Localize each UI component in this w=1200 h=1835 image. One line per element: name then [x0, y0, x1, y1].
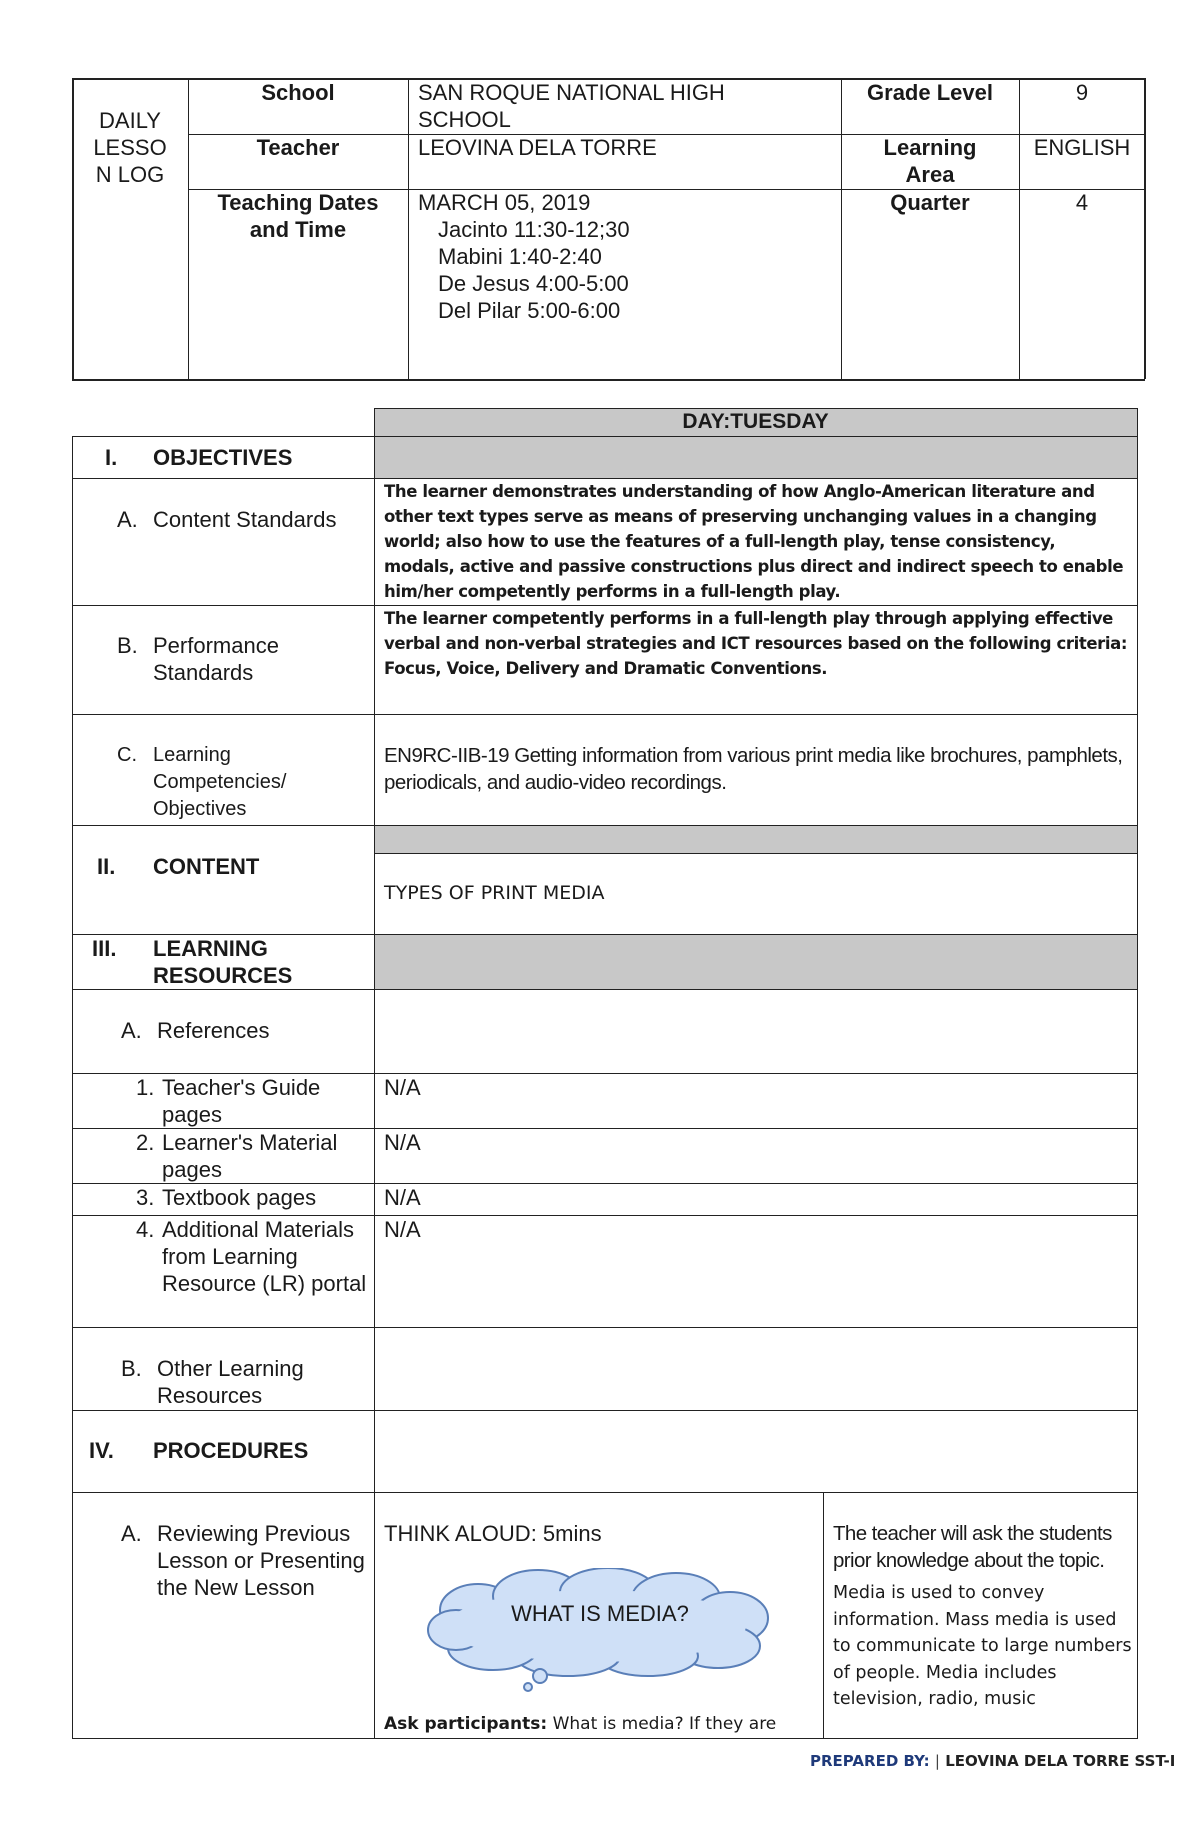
thought-cloud-icon: [418, 1568, 780, 1693]
media-note: Media is used to convey information. Mass media is used to communicate to large numbers of people. Media includes television, radio, music: [833, 1583, 1132, 1709]
prepared-value: LEOVINA DELA TORRE SST-I: [945, 1752, 1176, 1770]
item-letter: B.: [121, 1356, 142, 1381]
bubble-text: WHAT IS MEDIA?: [511, 1601, 689, 1626]
dates-label: Teaching Dates and Time: [217, 190, 379, 242]
item-letter: A.: [117, 507, 138, 532]
schedule-item: Mabini 1:40-2:40: [438, 244, 602, 269]
content-standards-text: The learner demonstrates understanding of how Anglo-American literature and other text types serve as means of preserving unchanging values in a changing world; also how to use the features of a full-length play, tense consistency, modals, active and passive constructions plus direct and indirect speech to enable him/her competently performs in a full-length play.: [384, 482, 1124, 601]
reviewing-label: Reviewing Previous Lesson or Presenting the New Lesson: [157, 1521, 365, 1600]
grade-value: 9: [1075, 80, 1089, 105]
schedule-item: Jacinto 11:30-12;30: [438, 217, 630, 242]
activity-title: THINK ALOUD: 5mins: [384, 1521, 602, 1546]
prepared-by: [810, 1752, 1190, 1770]
item-letter: A.: [121, 1018, 142, 1043]
ref-number: 1.: [136, 1075, 155, 1100]
dates-value: MARCH 05, 2019: [418, 190, 591, 215]
dll-title: DAILY LESSO N LOG: [93, 108, 167, 187]
ask-text: What is media? If they are: [547, 1714, 777, 1734]
ref-value: N/A: [384, 1130, 421, 1155]
references-label: References: [157, 1018, 270, 1043]
other-resources-label: Other Learning Resources: [157, 1356, 304, 1408]
objectives-fill: [374, 436, 1137, 478]
competencies-text: EN9RC-IIB-19 Getting information from various print media like brochures, pamphlets, periodicals, and audio-video recordings.: [384, 744, 1123, 794]
competencies-label: Learning Competencies/ Objectives: [153, 744, 287, 820]
objectives-heading: OBJECTIVES: [153, 445, 293, 470]
content-heading: CONTENT: [153, 854, 260, 879]
performance-standards-label: Performance Standards: [153, 633, 279, 685]
ref-value: N/A: [384, 1185, 421, 1210]
teacher-label: Teacher: [256, 135, 340, 160]
day-header: DAY:TUESDAY: [682, 410, 829, 433]
prepared-separator: |: [934, 1752, 940, 1770]
teacher-note: The teacher will ask the students prior knowledge about the topic.: [833, 1522, 1112, 1572]
teacher-value: LEOVINA DELA TORRE: [418, 135, 657, 160]
schedule-item: Del Pilar 5:00-6:00: [438, 298, 621, 323]
content-text: TYPES OF PRINT MEDIA: [384, 882, 605, 904]
ref-value: N/A: [384, 1075, 421, 1100]
item-letter: C.: [117, 744, 137, 766]
resources-heading: LEARNING RESOURCES: [153, 936, 293, 988]
content-standards-label: Content Standards: [153, 507, 337, 532]
ref-value: N/A: [384, 1217, 421, 1242]
content-fill: [374, 825, 1137, 853]
ref-number: 2.: [136, 1130, 155, 1155]
ref-number: 4.: [136, 1217, 155, 1242]
procedures-heading: PROCEDURES: [153, 1438, 309, 1463]
school-label: School: [261, 80, 335, 105]
ref-label: Teacher's Guide pages: [162, 1075, 321, 1127]
area-value: ENGLISH: [1033, 135, 1131, 160]
item-letter: B.: [117, 633, 138, 658]
ref-label: Learner's Material pages: [162, 1130, 338, 1182]
ref-label: Textbook pages: [162, 1185, 317, 1210]
item-letter: A.: [121, 1521, 142, 1546]
performance-standards-text: The learner competently performs in a full-length play through applying effective verbal and non-verbal strategies and ICT resources based on the following criteria: Focus, Voice, Delivery and Dramatic Conventions.: [384, 609, 1128, 678]
section-number: IV.: [89, 1438, 114, 1463]
resources-fill: [374, 934, 1137, 989]
quarter-label: Quarter: [890, 190, 970, 215]
section-number: III.: [92, 936, 117, 961]
schedule-item: De Jesus 4:00-5:00: [438, 271, 629, 296]
ask-participants: [384, 1711, 814, 1737]
school-value: SAN ROQUE NATIONAL HIGH SCHOOL: [418, 80, 725, 132]
ref-label: Additional Materials from Learning Resource (LR) portal: [162, 1217, 367, 1296]
ask-label: Ask participants:: [384, 1714, 548, 1734]
quarter-value: 4: [1075, 190, 1089, 215]
section-number: II.: [97, 854, 116, 879]
section-number: I.: [105, 445, 118, 470]
grade-label: Grade Level: [867, 80, 993, 105]
area-label: Learning Area: [883, 135, 977, 187]
ref-number: 3.: [136, 1185, 155, 1210]
prepared-label: PREPARED BY:: [810, 1752, 930, 1770]
